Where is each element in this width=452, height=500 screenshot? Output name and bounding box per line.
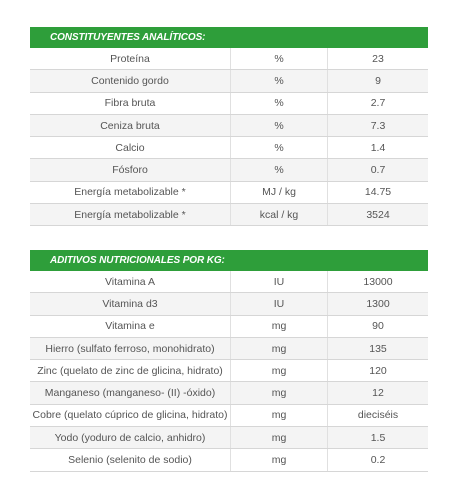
row-value: 2.7: [370, 97, 386, 110]
table-row: [30, 427, 428, 449]
table-row: [30, 137, 428, 159]
row-value: 23: [372, 52, 384, 65]
table-row: [30, 93, 428, 115]
row-value: dieciséis: [357, 409, 399, 422]
row-name: Cobre (quelato cúprico de glicina, hidrato): [30, 405, 231, 426]
table-row: [30, 338, 428, 360]
table-row: [30, 182, 428, 204]
row-unit: mg: [231, 338, 328, 359]
table-row: [30, 405, 428, 427]
nutritional-additives-header: ADITIVOS NUTRICIONALES POR KG:: [30, 250, 428, 271]
row-name: Zinc (quelato de zinc de glicina, hidrato): [30, 360, 231, 381]
row-name: Calcio: [30, 137, 231, 158]
row-value: 14.75: [364, 186, 392, 199]
row-name: Hierro (sulfato ferroso, monohidrato): [30, 338, 231, 359]
row-value: 90: [372, 320, 384, 333]
table-row: [30, 293, 428, 315]
row-unit: kcal / kg: [231, 204, 328, 225]
row-name: Proteína: [30, 48, 231, 69]
row-name: Fósforo: [30, 159, 231, 180]
row-value: 13000: [363, 275, 393, 288]
row-value: 1.4: [370, 141, 386, 154]
row-name: Contenido gordo: [30, 70, 231, 91]
row-name: Ceniza bruta: [30, 115, 231, 136]
row-unit: %: [231, 70, 328, 91]
row-name: Energía metabolizable *: [30, 204, 231, 225]
row-name: Vitamina A: [30, 271, 231, 292]
row-unit: mg: [231, 427, 328, 448]
row-value: 120: [369, 364, 387, 377]
row-name: Fibra bruta: [30, 93, 231, 114]
nutritional-additives-body: [30, 271, 428, 472]
row-unit: IU: [231, 293, 328, 314]
table-row: [30, 360, 428, 382]
table-row: [30, 316, 428, 338]
table-row: [30, 382, 428, 404]
row-unit: mg: [231, 360, 328, 381]
row-unit: MJ / kg: [231, 182, 328, 203]
row-name: Vitamina d3: [30, 293, 231, 314]
row-unit: mg: [231, 405, 328, 426]
row-value: 0.7: [370, 164, 386, 177]
table-row: [30, 449, 428, 471]
row-unit: %: [231, 159, 328, 180]
row-unit: mg: [231, 449, 328, 470]
row-name: Manganeso (manganeso- (II) -óxido): [30, 382, 231, 403]
row-value: 1300: [366, 297, 390, 310]
row-unit: %: [231, 48, 328, 69]
row-name: Vitamina e: [30, 316, 231, 337]
row-unit: mg: [231, 382, 328, 403]
row-unit: IU: [231, 271, 328, 292]
analytic-constituents-header: CONSTITUYENTES ANALÍTICOS:: [30, 27, 428, 48]
row-value: 7.3: [370, 119, 386, 132]
table-row: [30, 159, 428, 181]
row-value: 12: [372, 387, 384, 400]
row-unit: mg: [231, 316, 328, 337]
row-name: Yodo (yoduro de calcio, anhidro): [30, 427, 231, 448]
row-value: 9: [375, 74, 381, 87]
table-row: [30, 271, 428, 293]
table-row: [30, 70, 428, 92]
row-value: 0.2: [370, 454, 386, 467]
nutritional-additives-table: [30, 250, 428, 472]
row-name: Selenio (selenito de sodio): [30, 449, 231, 470]
row-value: 3524: [366, 208, 390, 221]
row-unit: %: [231, 137, 328, 158]
row-name: Energía metabolizable *: [30, 182, 231, 203]
table-row: [30, 48, 428, 70]
row-unit: %: [231, 93, 328, 114]
row-unit: %: [231, 115, 328, 136]
table-row: [30, 204, 428, 226]
analytic-constituents-body: [30, 48, 428, 226]
row-value: 1.5: [370, 431, 386, 444]
table-row: [30, 115, 428, 137]
analytic-constituents-table: [30, 27, 428, 226]
row-value: 135: [369, 342, 387, 355]
